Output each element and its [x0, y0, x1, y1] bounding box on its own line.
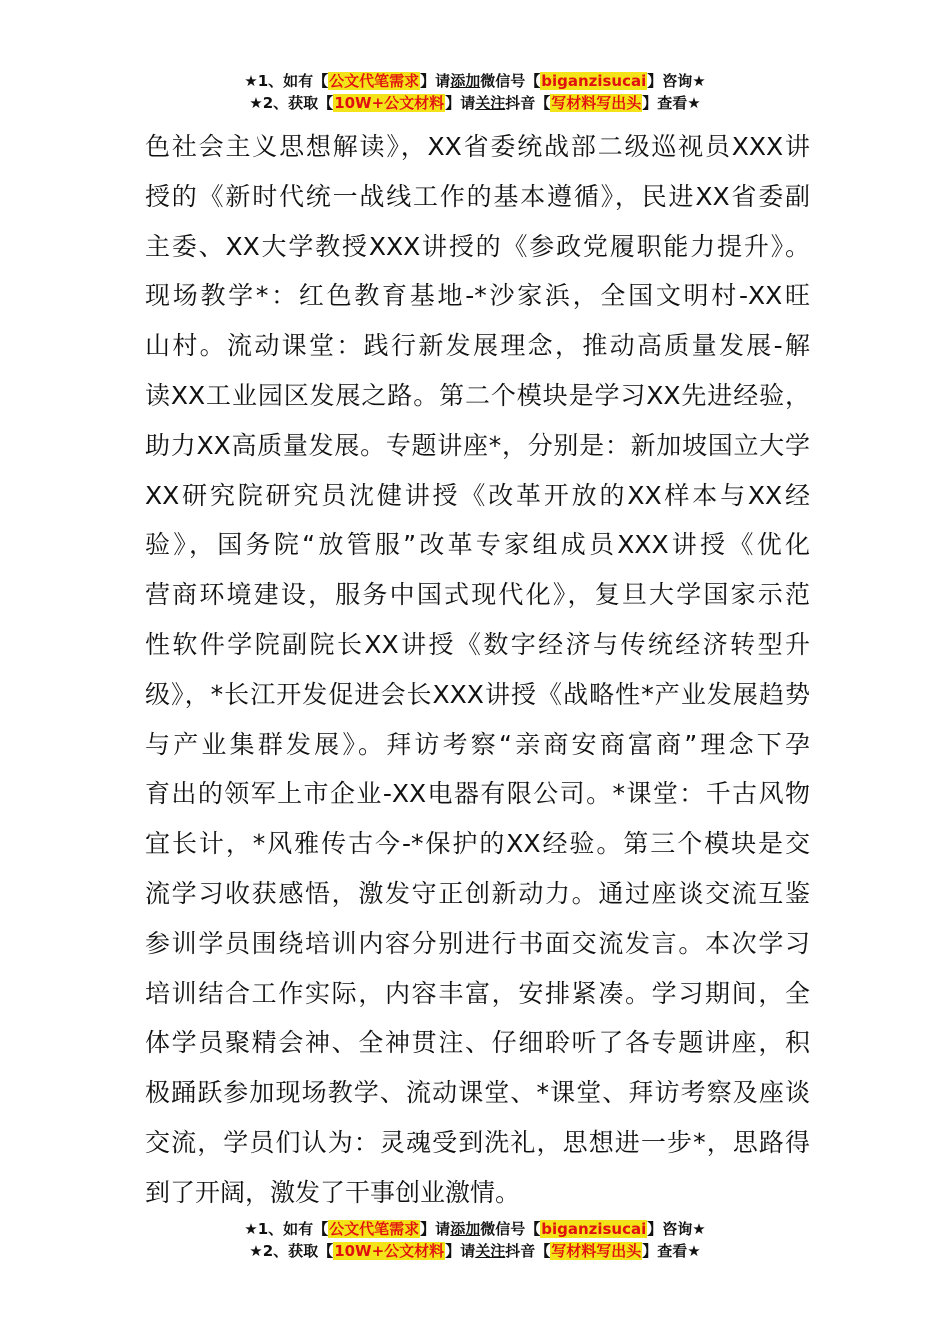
- footer-highlight-writing-service: 公文代笔需求: [329, 1220, 420, 1238]
- header-highlight-wechat-id: biganzisucai: [541, 72, 647, 90]
- footer-promo-line-1: ★1、如有【公文代笔需求】请添加微信号【biganzisucai】咨询★: [244, 1220, 706, 1238]
- body-line: 与产业集群发展》。拜访考察“亲商安商富商”理念下孕: [145, 729, 810, 759]
- footer-highlight-materials: 10W+公文材料: [334, 1242, 445, 1260]
- document-body: [145, 122, 810, 1218]
- header-highlight-writing-service: 公文代笔需求: [329, 72, 420, 90]
- header-highlight-materials: 10W+公文材料: [334, 94, 445, 112]
- body-line: 授的《新时代统一战线工作的基本遵循》，民进XX省委副: [145, 181, 810, 211]
- body-line: 现场教学*：红色教育基地-*沙家浜，全国文明村-XX旺: [145, 281, 810, 311]
- header-underlined-follow: 关注: [475, 94, 506, 112]
- body-line: 育出的领军上市企业-XX电器有限公司。*课堂：千古风物: [145, 779, 810, 809]
- footer-underlined-follow: 关注: [475, 1242, 506, 1260]
- footer-promo-banner: [0, 1218, 950, 1262]
- body-line: 营商环境建设，服务中国式现代化》，复旦大学国家示范: [145, 580, 810, 610]
- body-line: 山村。流动课堂：践行新发展理念，推动高质量发展-解: [145, 331, 810, 361]
- header-promo-banner: [0, 70, 950, 114]
- body-line: 助力XX高质量发展。专题讲座*，分别是：新加坡国立大学: [145, 430, 810, 460]
- body-line: 读XX工业园区发展之路。第二个模块是学习XX先进经验，: [145, 380, 810, 410]
- body-line: 交流，学员们认为：灵魂受到洗礼，思想进一步*，思路得: [145, 1127, 810, 1157]
- body-line: 流学习收获感悟，激发守正创新动力。通过座谈交流互鉴: [145, 878, 810, 908]
- body-line: XX研究院研究员沈健讲授《改革开放的XX样本与XX经: [145, 480, 810, 510]
- header-underlined-add: 添加: [450, 72, 481, 90]
- body-line-last: 到了开阔，激发了干事创业激情。: [145, 1177, 521, 1207]
- body-line: 体学员聚精会神、全神贯注、仔细聆听了各专题讲座，积: [145, 1028, 810, 1058]
- body-line: 培训结合工作实际，内容丰富，安排紧凑。学习期间，全: [145, 978, 810, 1008]
- body-line: 验》，国务院“放管服”改革专家组成员XXX讲授《优化: [145, 530, 810, 560]
- header-highlight-douyin-account: 写材料写出头: [551, 94, 642, 112]
- body-line: 色社会主义思想解读》，XX省委统战部二级巡视员XXX讲: [145, 132, 810, 161]
- body-line: 级》，*长江开发促进会长XXX讲授《战略性*产业发展趋势: [145, 679, 810, 709]
- body-line: 宜长计，*风雅传古今-*保护的XX经验。第三个模块是交: [145, 829, 810, 859]
- header-promo-line-1: ★1、如有【公文代笔需求】请添加微信号【biganzisucai】咨询★: [244, 72, 706, 90]
- body-line: 性软件学院副院长XX讲授《数字经济与传统经济转型升: [145, 629, 810, 659]
- body-line: 极踊跃参加现场教学、流动课堂、*课堂、拜访考察及座谈: [145, 1078, 810, 1108]
- header-promo-line-2: ★2、获取【10W+公文材料】请关注抖音【写材料写出头】查看★: [249, 94, 701, 112]
- footer-promo-line-2: ★2、获取【10W+公文材料】请关注抖音【写材料写出头】查看★: [249, 1242, 701, 1260]
- footer-highlight-wechat-id: biganzisucai: [541, 1220, 647, 1238]
- body-line: 主委、XX大学教授XXX讲授的《参政党履职能力提升》。: [145, 231, 810, 261]
- body-line: 参训学员围绕培训内容分别进行书面交流发言。本次学习: [145, 928, 810, 958]
- footer-highlight-douyin-account: 写材料写出头: [551, 1242, 642, 1260]
- footer-underlined-add: 添加: [450, 1220, 481, 1238]
